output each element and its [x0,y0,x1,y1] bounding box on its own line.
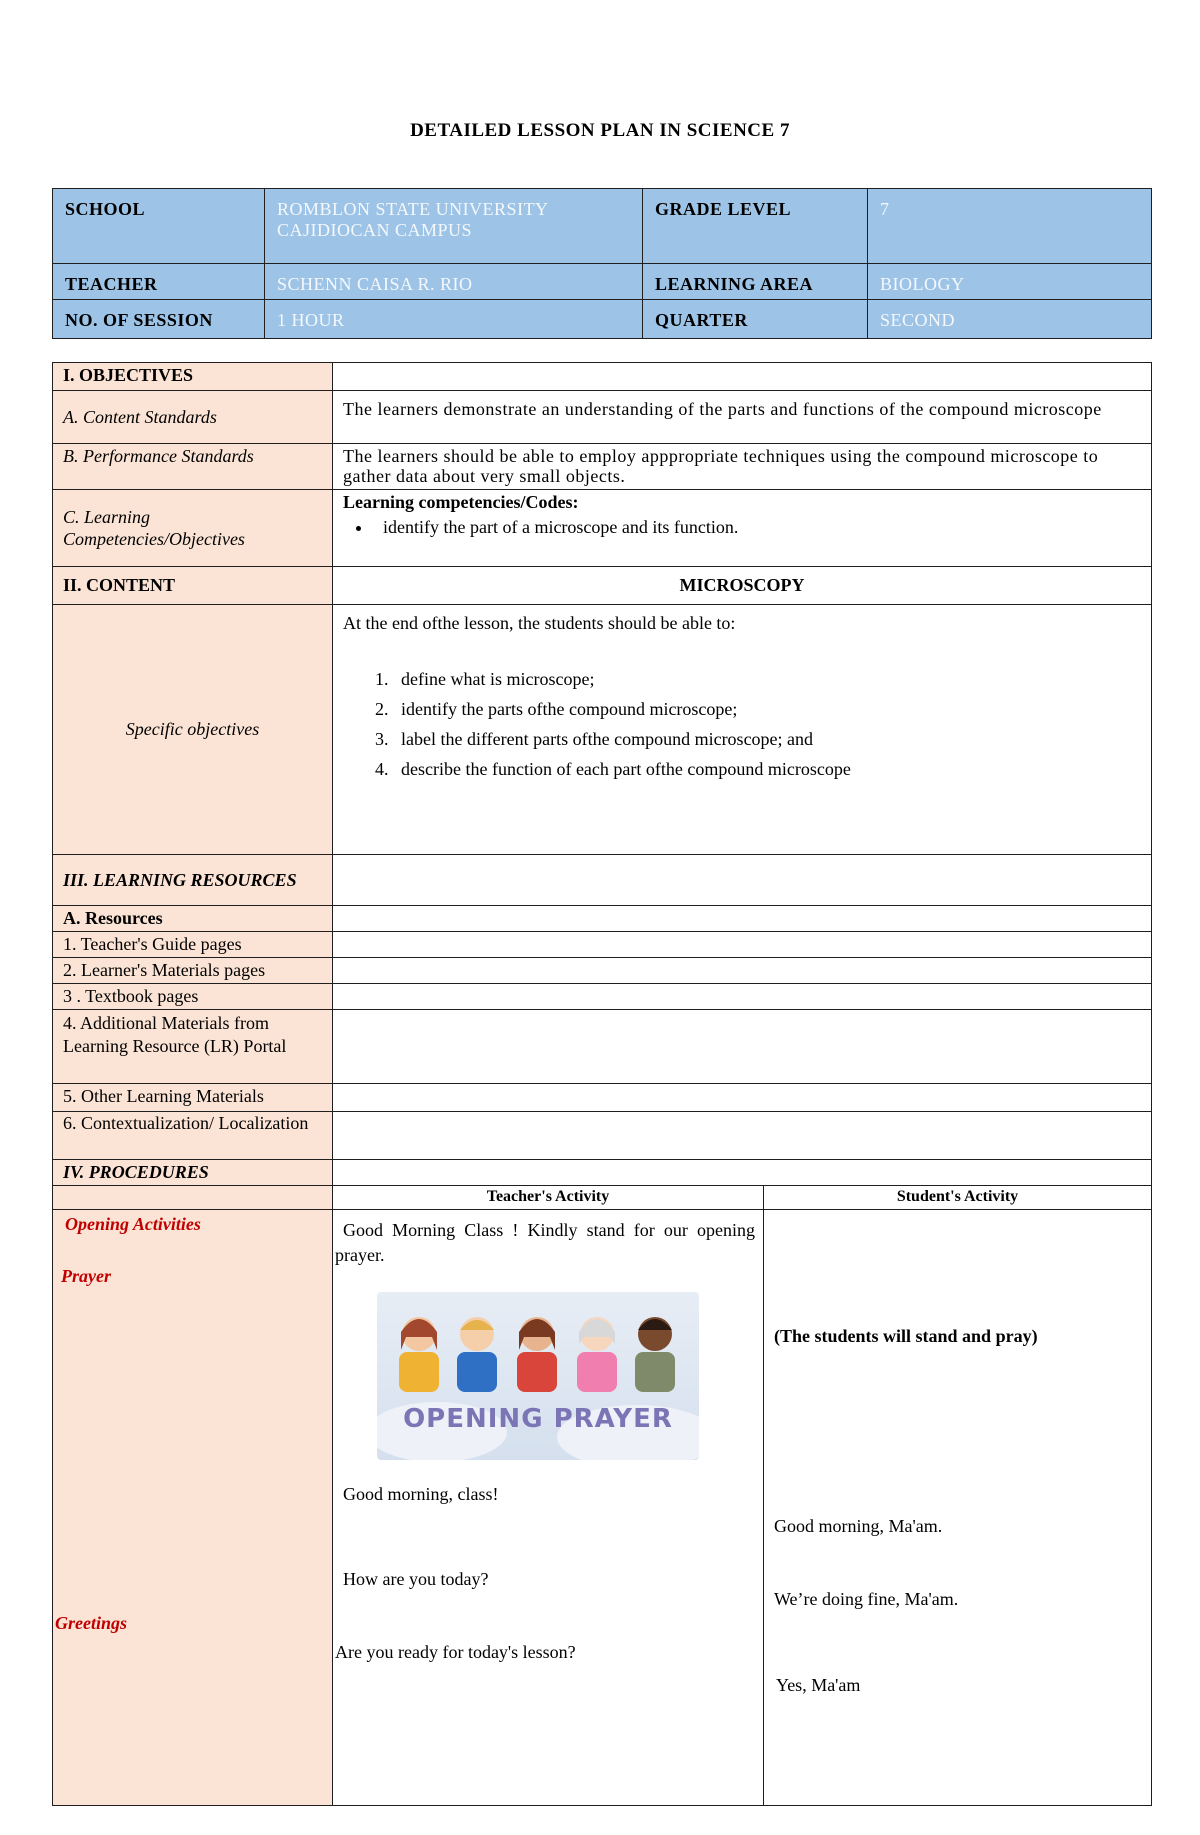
objective-item-4: 4. describe the function of each part ofthe compound microscope [393,754,1141,784]
resource-lr-portal: 4. Additional Materials from Learning Resource (LR) Portal [53,1010,333,1084]
teacher-line-ready: Are you ready for today's lesson? [335,1642,576,1662]
competencies-cell [333,490,1152,567]
student-activity-header: Student's Activity [764,1186,1152,1210]
resources-a-label: A. Resources [53,906,333,932]
content-standards-text: The learners demonstrate an understanding of the parts and functions of the compound microscope [333,391,1152,444]
resource-contextualization: 6. Contextualization/ Localization [53,1112,333,1160]
learning-resources-heading: III. LEARNING RESOURCES [53,855,333,906]
teacher-line-how-are-you: How are you today? [343,1569,489,1589]
performance-standards-text: The learners should be able to employ apppropriate techniques using the compound microscope to gather data about very small objects. [333,444,1152,490]
student-activity-cell [764,1210,1152,1806]
lesson-plan-table [52,362,1152,1806]
competencies-label: C. Learning Competencies/Objectives [53,490,333,567]
competency-item: • identify the part of a microscope and its function. [373,517,1141,538]
school-value: ROMBLON STATE UNIVERSITY CAJIDIOCAN CAMPUS [265,189,643,264]
opening-activities-label: Opening Activities [65,1214,201,1234]
objective-item-3: 3. label the different parts ofthe compound microscope; and [393,724,1141,754]
resource-other-materials: 5. Other Learning Materials [53,1084,333,1112]
content-standards-label: A. Content Standards [53,391,333,444]
teacher-label: TEACHER [53,264,265,300]
student-line-pray: (The students will stand and pray) [774,1326,1038,1346]
competencies-heading: Learning competencies/Codes: [343,492,579,512]
topic-title: MICROSCOPY [333,567,1152,605]
prayer-label: Prayer [61,1266,111,1286]
school-label: SCHOOL [53,189,265,264]
student-line-fine: We’re doing fine, Ma'am. [774,1589,959,1609]
page-title: DETAILED LESSON PLAN IN SCIENCE 7 [410,120,790,141]
learning-area-value: BIOLOGY [868,264,1152,300]
header-info-table [52,188,1152,339]
opening-prayer-caption: OPENING PRAYER [403,1404,673,1434]
quarter-value: SECOND [868,300,1152,339]
teacher-line-prayer: Good Morning Class ! Kindly stand for our opening prayer. [335,1220,755,1265]
teacher-value: SCHENN CAISA R. RIO [265,264,643,300]
session-label: NO. OF SESSION [53,300,265,339]
specific-objectives-label: Specific objectives [53,605,333,855]
procedure-labels-cell [53,1210,333,1806]
specific-objectives-cell [333,605,1152,855]
session-value: 1 HOUR [265,300,643,339]
grade-level-value: 7 [868,189,1152,264]
learning-area-label: LEARNING AREA [643,264,868,300]
performance-standards-label: B. Performance Standards [53,444,333,490]
objectives-intro: At the end ofthe lesson, the students should be able to: [343,613,736,633]
student-line-greeting: Good morning, Ma'am. [774,1516,943,1536]
quarter-label: QUARTER [643,300,868,339]
teacher-activity-cell [333,1210,764,1806]
resource-teachers-guide: 1. Teacher's Guide pages [53,932,333,958]
objective-item-2: 2. identify the parts ofthe compound microscope; [393,694,1141,724]
content-heading: II. CONTENT [53,567,333,605]
opening-prayer-image [377,1292,699,1460]
student-line-yes: Yes, Ma'am [776,1675,861,1695]
objective-item-1: 1. define what is microscope; [393,664,1141,694]
procedures-heading: IV. PROCEDURES [53,1160,333,1186]
resource-textbook: 3 . Textbook pages [53,984,333,1010]
teacher-line-greeting: Good morning, class! [343,1484,499,1504]
resource-learners-materials: 2. Learner's Materials pages [53,958,333,984]
teacher-activity-header: Teacher's Activity [333,1186,764,1210]
praying-children-illustration [377,1292,699,1460]
objectives-heading: I. OBJECTIVES [53,363,333,391]
grade-level-label: GRADE LEVEL [643,189,868,264]
greetings-label: Greetings [55,1613,127,1633]
